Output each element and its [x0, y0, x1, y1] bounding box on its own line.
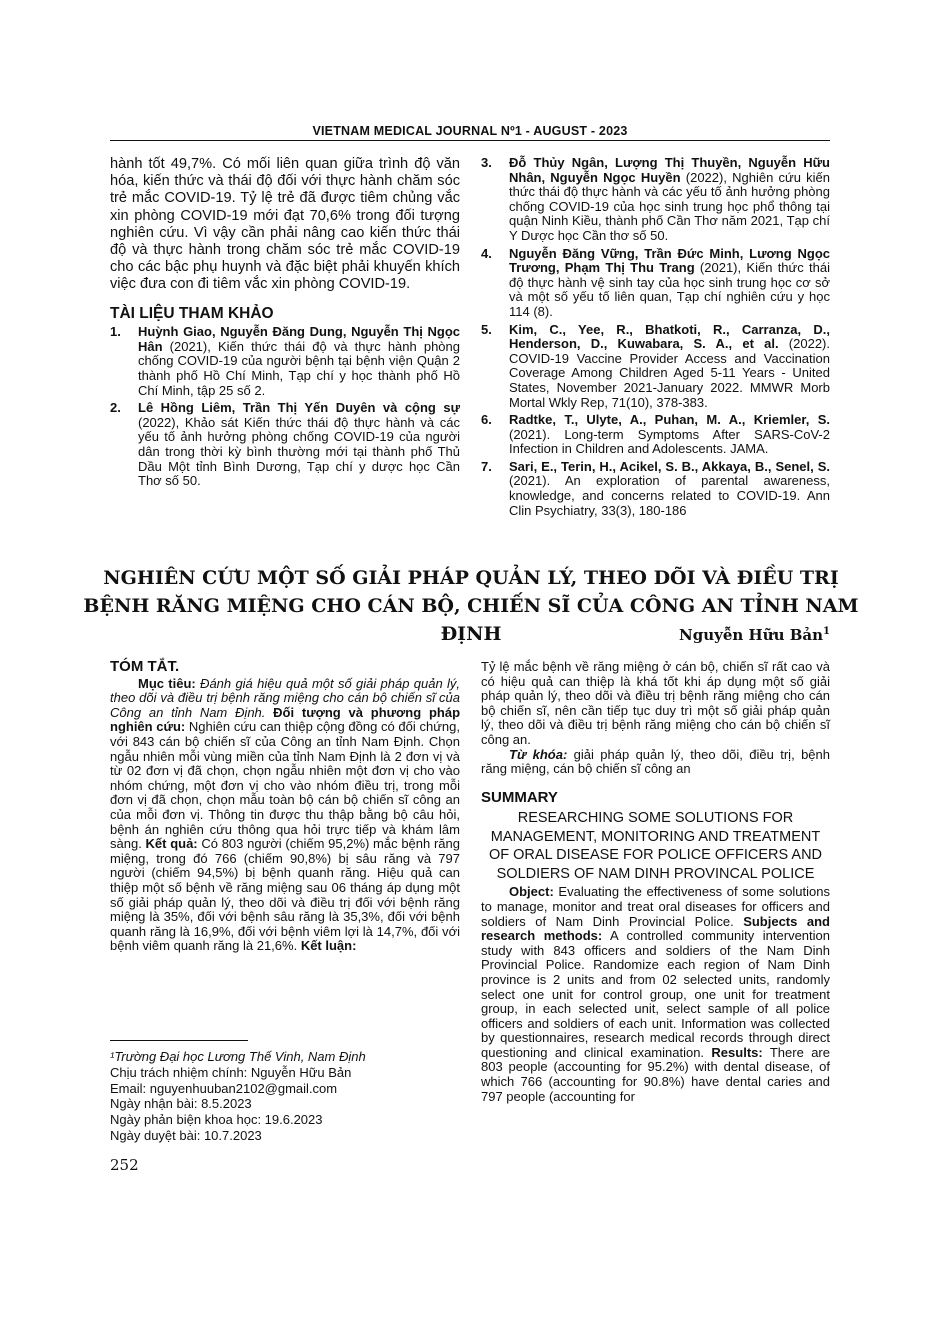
reference-text: (2021). Long-term Symptoms After SARS-CoV-2 Infection in Children and Adolescents. JAMA. [509, 426, 830, 457]
reference-item [481, 413, 830, 457]
footnote [110, 1040, 450, 1144]
reference-number: 3. [481, 155, 492, 170]
footnote-responsible: Chịu trách nhiệm chính: Nguyễn Hữu Bản [110, 1064, 352, 1080]
top-left-column [110, 156, 460, 492]
summary-title: RESEARCHING SOME SOLUTIONS FOR MANAGEMENT, MONITORING AND TREATMENT OF ORAL DISEASE FOR POLICE OFFICERS AND SOLDIERS OF NAM DINH PROVINCAL POLICE [488, 810, 823, 882]
reference-authors: Lê Hồng Liêm, Trần Thị Yến Duyên và cộng sự [138, 400, 460, 416]
summary-methods-label: Subjects and research methods: [481, 913, 830, 944]
reference-item [110, 401, 460, 489]
results-text: Có 803 người (chiếm 95,2%) mắc bệnh răng miệng, trong đó 766 (chiếm 90,8%) bị sâu răng và 797 người (chiếm 94,5%) bị bệnh quanh răng. Hiệu quả can thiệp một số bệnh về răng miệng sau 06 tháng áp dụng một số giải pháp quản lý, theo dõi và điều trị đối với bệnh răng miệng là 35%, đối với bệnh sâu răng là 35,3%, đối với bệnh quanh răng là 16,9%, đối với bệnh viêm lợi là 14,7%, đối với bệnh viêm quanh răng là 21,6%. [110, 836, 460, 954]
summary-results-label: Results: [711, 1044, 763, 1060]
summary-object-text: Evaluating the effectiveness of some solutions to manage, monitor and treat oral diseases for officers and soldiers of Nam Dinh Provincial Police. [481, 884, 830, 929]
reference-item [481, 247, 830, 320]
references-heading: TÀI LIỆU THAM KHẢO [110, 304, 274, 322]
reference-authors: Đỗ Thủy Ngân, Lượng Thị Thuyền, Nguyễn Hữu Nhân, Nguyễn Ngọc Huyền [509, 155, 830, 185]
author-affiliation-mark: 1 [823, 626, 830, 637]
abstract-right-column [481, 660, 830, 1104]
reference-authors: Huỳnh Giao, Nguyễn Đăng Dung, Nguyễn Thị Ngọc Hân [138, 324, 460, 354]
reference-number: 4. [481, 245, 492, 261]
footnote-approved: Ngày duyệt bài: 10.7.2023 [110, 1127, 262, 1143]
footnote-received: Ngày nhận bài: 8.5.2023 [110, 1096, 252, 1112]
summary-object-label: Object: [509, 884, 554, 900]
reference-authors: Sari, E., Terin, H., Acikel, S. B., Akkaya, B., Senel, S. [509, 458, 830, 474]
reference-text: (2022), Khảo sát Kiến thức thái độ thực hành và các yếu tố ảnh hưởng phòng chống COVID-19 của người dân trong thời kỳ bình thường mới tại thành phố Thủ Dầu Một tỉnh Bình Dương, Tạp chí y dược học Cần Thơ số 50. [138, 414, 460, 489]
reference-text: (2021). An exploration of parental awareness, knowledge, and concerns related to COVID-19. Ann Clin Psychiatry, 33(3), 180-186 [509, 473, 830, 518]
methods-text: Nghiên cứu can thiệp cộng đồng có đối chứng, với 843 cán bộ chiến sĩ của Công an tỉnh Nam Định. Chọn ngẫu nhiên mỗi vùng miền của tỉnh Nam Định là 2 đơn vị và từ 02 đơn vị đã chọn, chọn ngẫu nhiên một đơn vị cho vào nhóm chứng, một đơn vị cho vào nhóm điều trị, trong mỗi đơn vị đã chọn, chọn mẫu toàn bộ cán bộ chiến sĩ công an của mỗi đơn vị. Thông tin được thu thập bằng bộ câu hỏi, bệnh án nghiên cứu thông qua hỏi trực tiếp và khám lâm sàng. [110, 719, 460, 852]
reference-item [110, 325, 460, 398]
reference-authors: Kim, C., Yee, R., Bhatkoti, R., Carranza, D., Henderson, D., Kuwabara, S. A., et al. [509, 321, 830, 352]
top-right-column [481, 156, 830, 521]
reference-text: (2022), Nghiên cứu kiến thức thái độ thực hành và các yếu tố ảnh hưởng phòng chống COVID-19 của học sinh trung học phổ thông tại quận Ninh Kiều, thành phố Cần Thơ năm 2021, Tạp chí Y Dược học Cần thơ số 50. [509, 169, 830, 243]
summary-methods-text: A controlled community intervention study with 843 officers and soldiers of the Nam Dinh Provincial Police. Randomize each region of Nam Dinh province is 2 units and from 02 selected units, randomly select one unit for control group, one unit for treatment group, in each selected unit, select sample of all police officers and soldiers of each unit. Information was collected by questionnaires, research medical records through direct questioning and clinical examination. [481, 928, 830, 1060]
summary-body [481, 885, 830, 1104]
footnote-reviewed: Ngày phản biện khoa học: 19.6.2023 [110, 1112, 323, 1128]
summary-results-text: There are 803 people (accounting for 95.2%) with dental disease, of which 766 (accounting for 90.8%) have dental caries and 797 people (accounting for [481, 1044, 830, 1104]
summary-heading: SUMMARY [481, 788, 558, 806]
abstract-vi-column [110, 660, 460, 954]
conclusion-label: Kết luận: [300, 938, 357, 954]
page-number: 252 [110, 1156, 139, 1174]
objective-label: Mục tiêu: [138, 675, 196, 691]
reference-item [481, 460, 830, 518]
reference-number: 2. [110, 400, 121, 416]
keywords [481, 748, 830, 777]
article-author [679, 626, 830, 644]
reference-number: 6. [481, 412, 492, 428]
objective-text: Đánh giá hiệu quả một số giải pháp quản lý, theo dõi và điều trị bệnh răng miệng cho cán bộ chiến sĩ của Công an tỉnh Nam Định. [110, 675, 460, 720]
header-rule [110, 140, 830, 141]
conclusion-paragraph: hành tốt 49,7%. Có mối liên quan giữa trình độ văn hóa, kiến thức và thái độ đối với thực hành chăm sóc trẻ mắc COVID-19. Tỷ lệ trẻ đã được tiêm chủng vắc xin phòng COVID-19 mới đạt 70,6% trong đối tượng nghiên cứu. Vì vậy cần phải nâng cao kiến thức thái độ và thực hành trong chăm sóc trẻ mắc COVID-19 cho các bậc phụ huynh và đặc biệt phải khuyến khích việc đưa con đi tiêm vắc xin phòng COVID-19. [110, 156, 460, 293]
keywords-label: Từ khóa: [509, 746, 568, 762]
reference-authors: Radtke, T., Ulyte, A., Puhan, M. A., Kriemler, S. [509, 412, 830, 428]
keywords-text: giải pháp quản lý, theo dõi, điều trị, bệnh răng miệng, cán bộ chiến sĩ công an [481, 746, 830, 777]
reference-number: 7. [481, 458, 492, 474]
reference-text: (2022). COVID-19 Vaccine Provider Access and Vaccination Coverage Among Children Aged 5-11 Years - United States, November 2021-January 2022. MMWR Morb Mortal Wkly Rep, 71(10), 378-383. [509, 336, 830, 410]
footnote-rule [110, 1040, 248, 1041]
article-title: NGHIÊN CỨU MỘT SỐ GIẢI PHÁP QUẢN LÝ, THEO DÕI VÀ ĐIỀU TRỊ BỆNH RĂNG MIỆNG CHO CÁN BỘ, CHIẾN SĨ CỦA CÔNG AN TỈNH NAM ĐỊNH [83, 567, 859, 645]
journal-header: VIETNAM MEDICAL JOURNAL Nº1 - AUGUST - 2023 [312, 124, 628, 138]
conclusion-text: Tỷ lệ mắc bệnh về răng miệng ở cán bộ, chiến sĩ rất cao và có hiệu quả can thiệp là khá tốt khi áp dụng một số giải pháp quản lý, theo dõi và điều trị bệnh răng miệng cho cán bộ chiến sĩ, nên cần tiếp tục duy trì một số giải pháp quản lý, theo dõi và điều trị bệnh răng miệng cho cán bộ chiến sĩ công an. [481, 659, 830, 747]
reference-number: 5. [481, 321, 492, 337]
reference-item [481, 156, 830, 244]
reference-text: (2021), Kiến thức thái độ và thực hành phòng chống COVID-19 của người bệnh tại bệnh viện Quận 2 thành phố Hồ Chí Minh, Tạp chí y học thành phố Hồ Chí Minh, tập 25 số 2. [138, 338, 460, 398]
footnote-affiliation: ¹Trường Đại học Lương Thế Vinh, Nam Định [110, 1049, 366, 1064]
results-label: Kết quả: [145, 836, 198, 852]
abstract-body-continued [481, 660, 830, 748]
reference-number: 1. [110, 324, 121, 340]
methods-label: Đối tượng và phương pháp nghiên cứu: [110, 704, 461, 735]
author-name: Nguyễn Hữu Bản [679, 626, 824, 644]
abstract-body [110, 677, 460, 954]
reference-item [481, 323, 830, 411]
reference-text: (2021), Kiến thức thái độ thực hành vệ sinh tay của học sinh trung học cơ sở và một số yếu tố liên quan, Tạp chí nghiên cứu y học 114 (8). [509, 260, 830, 319]
reference-authors: Nguyễn Đăng Vững, Trần Đức Minh, Lương Ngọc Trương, Phạm Thị Thu Trang [509, 245, 830, 276]
footnote-email: Email: nguyenhuuban2102@gmail.com [110, 1080, 338, 1096]
abstract-heading: TÓM TẮT. [110, 658, 180, 675]
